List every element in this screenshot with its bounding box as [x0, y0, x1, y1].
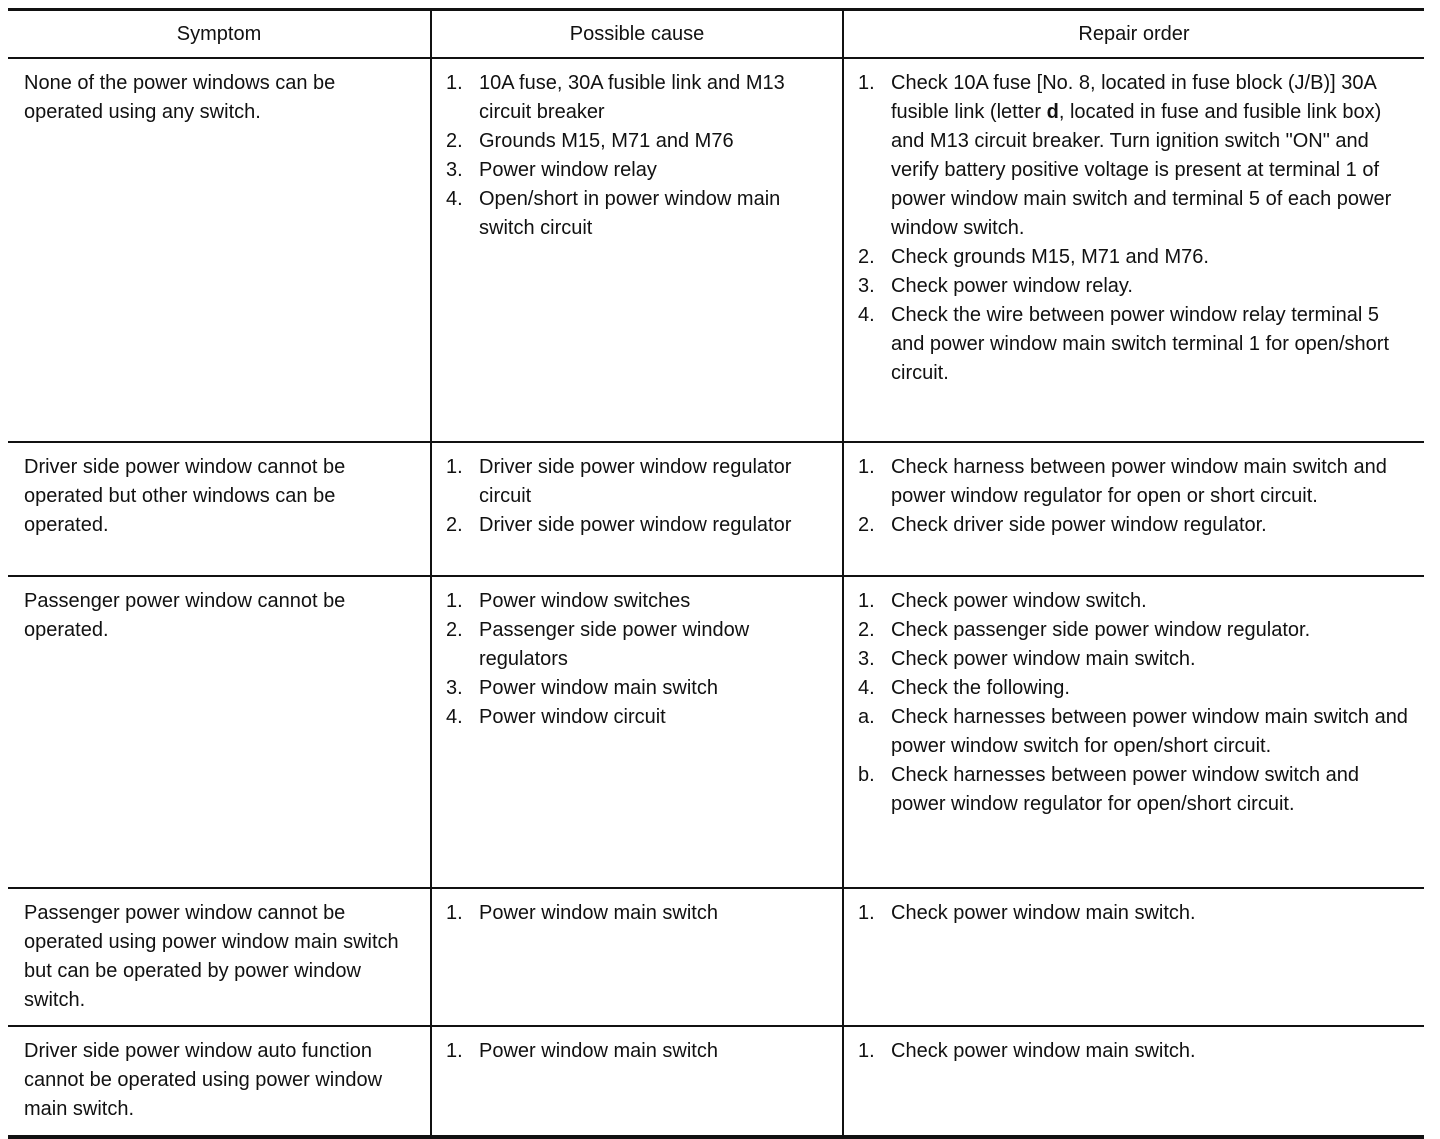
list-marker: 1. [446, 590, 463, 612]
list-marker: 2. [446, 130, 463, 152]
list-text: Power window circuit [479, 706, 666, 728]
list-marker: 4. [446, 188, 463, 210]
cause-cell [431, 58, 843, 442]
list-text: Check power window main switch. [891, 648, 1196, 670]
list-text: Check harness between power window main switch and power window regulator for open or short circuit. [891, 456, 1387, 507]
list-item [858, 674, 1412, 703]
list-marker: 3. [446, 677, 463, 699]
cause-cell [431, 1026, 843, 1137]
list-marker: 2. [858, 619, 875, 641]
list-marker: 1. [446, 1040, 463, 1062]
header-row [8, 10, 1424, 59]
list-item [858, 243, 1412, 272]
header-possible-cause: Possible cause [431, 10, 843, 59]
cause-list [446, 899, 830, 928]
list-text: 10A fuse, 30A fusible link and M13 circuit breaker [479, 72, 785, 123]
cause-list [446, 69, 830, 243]
list-marker: 1. [858, 590, 875, 612]
cause-cell [431, 576, 843, 888]
list-marker: 1. [858, 72, 875, 94]
repair-cell [843, 1026, 1424, 1137]
list-item [446, 156, 830, 185]
table-row [8, 1026, 1424, 1137]
table-row [8, 576, 1424, 888]
cause-list [446, 587, 830, 732]
repair-cell [843, 888, 1424, 1026]
list-item [446, 703, 830, 732]
list-marker: 4. [446, 706, 463, 728]
list-item [858, 272, 1412, 301]
list-marker: 3. [858, 648, 875, 670]
table-row [8, 58, 1424, 442]
list-item [858, 587, 1412, 616]
repair-list [858, 899, 1412, 928]
table-row [8, 888, 1424, 1026]
repair-list [858, 453, 1412, 540]
repair-cell [843, 58, 1424, 442]
list-text: Check the following. [891, 677, 1070, 699]
cause-list [446, 1037, 830, 1066]
list-text: Check passenger side power window regulator. [891, 619, 1311, 641]
list-text: Check harnesses between power window switch and power window regulator for open/short circuit. [891, 764, 1360, 815]
list-text: Check power window main switch. [891, 902, 1196, 924]
list-text: Check power window relay. [891, 275, 1133, 297]
symptom-cell: Passenger power window cannot be operated. [8, 576, 431, 888]
symptom-cell: Driver side power window auto function cannot be operated using power window main switch. [8, 1026, 431, 1137]
list-text: Power window main switch [479, 902, 718, 924]
list-item [858, 645, 1412, 674]
list-marker: 4. [858, 677, 875, 699]
list-marker: 2. [858, 514, 875, 536]
troubleshooting-table-sheet [8, 8, 1424, 1139]
repair-list [858, 587, 1412, 819]
list-item [446, 69, 830, 127]
list-text: Check the wire between power window relay terminal 5 and power window main switch terminal 1 for open/short circuit. [891, 304, 1390, 384]
list-item [858, 301, 1412, 388]
list-marker: 3. [858, 275, 875, 297]
list-item [858, 69, 1412, 243]
list-text: Power window relay [479, 159, 657, 181]
list-item [858, 761, 1412, 819]
symptom-cell: Driver side power window cannot be operated but other windows can be operated. [8, 442, 431, 576]
list-text: Check grounds M15, M71 and M76. [891, 246, 1209, 268]
list-marker: 4. [858, 304, 875, 326]
list-item [858, 703, 1412, 761]
list-item [446, 511, 830, 540]
list-text: Open/short in power window main switch circuit [479, 188, 781, 239]
list-item [858, 1037, 1412, 1066]
list-marker: 2. [446, 619, 463, 641]
header-symptom: Symptom [8, 10, 431, 59]
repair-list [858, 1037, 1412, 1066]
list-text: Power window main switch [479, 677, 718, 699]
list-text: Check driver side power window regulator. [891, 514, 1267, 536]
table-row [8, 442, 1424, 576]
list-text: Driver side power window regulator [479, 514, 792, 536]
list-item [858, 453, 1412, 511]
list-marker: 1. [858, 1040, 875, 1062]
list-item [446, 616, 830, 674]
cause-list [446, 453, 830, 540]
list-item [858, 616, 1412, 645]
list-marker: b. [858, 764, 875, 786]
list-marker: 1. [858, 902, 875, 924]
list-text: Power window switches [479, 590, 691, 612]
list-text: Driver side power window regulator circuit [479, 456, 792, 507]
cause-cell [431, 888, 843, 1026]
symptom-cell: Passenger power window cannot be operated using power window main switch but can be operated by power window switch. [8, 888, 431, 1026]
cause-cell [431, 442, 843, 576]
list-text: Check power window main switch. [891, 1040, 1196, 1062]
list-marker: 1. [446, 456, 463, 478]
list-item [446, 1037, 830, 1066]
repair-text-part: , located in fuse and fusible link box) and M13 circuit breaker. Turn ignition switch "ON" and verify battery positive voltage is present at terminal 1 of power window main switch and terminal 5 of each power window switch. [891, 101, 1392, 239]
list-item [446, 674, 830, 703]
list-marker: a. [858, 706, 875, 728]
list-text [891, 69, 1412, 243]
list-text: Check harnesses between power window main switch and power window switch for open/short circuit. [891, 706, 1408, 757]
list-marker: 3. [446, 159, 463, 181]
list-marker: 2. [858, 246, 875, 268]
troubleshooting-table [8, 8, 1424, 1139]
symptom-cell: None of the power windows can be operated using any switch. [8, 58, 431, 442]
list-item [446, 587, 830, 616]
list-text: Grounds M15, M71 and M76 [479, 130, 734, 152]
list-item [858, 511, 1412, 540]
list-item [446, 127, 830, 156]
list-item [446, 453, 830, 511]
repair-list [858, 69, 1412, 388]
list-item [446, 185, 830, 243]
list-marker: 2. [446, 514, 463, 536]
list-item [858, 899, 1412, 928]
list-marker: 1. [446, 72, 463, 94]
list-text: Passenger side power window regulators [479, 619, 750, 670]
list-text: Power window main switch [479, 1040, 718, 1062]
fusible-link-letter: d [1046, 101, 1059, 123]
header-repair-order: Repair order [843, 10, 1424, 59]
list-text: Check power window switch. [891, 590, 1147, 612]
repair-cell [843, 442, 1424, 576]
repair-text-part: Check 10A fuse [No. 8, located in fuse block (J/B)] 30A fusible link (letter [891, 72, 1376, 123]
repair-cell [843, 576, 1424, 888]
list-item [446, 899, 830, 928]
list-marker: 1. [858, 456, 875, 478]
list-marker: 1. [446, 902, 463, 924]
